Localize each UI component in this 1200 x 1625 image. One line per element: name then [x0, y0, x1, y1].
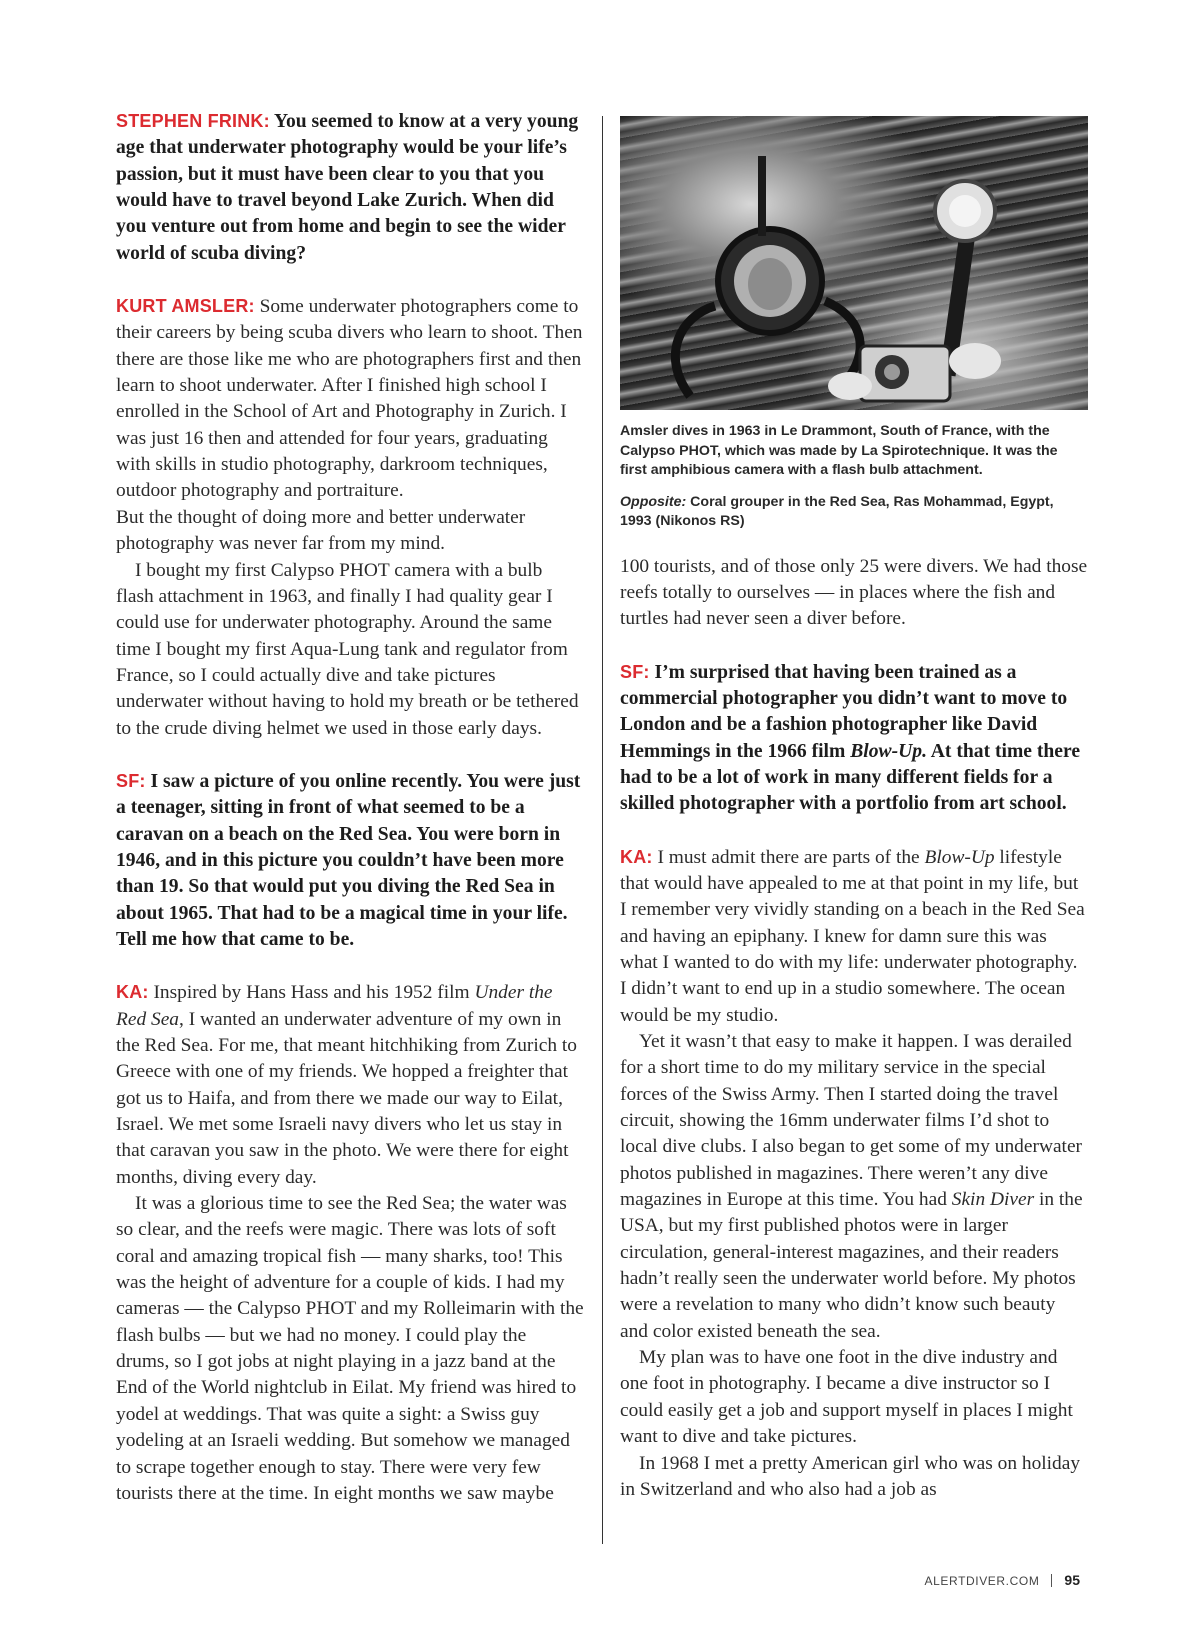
diver-illustration: [620, 116, 1088, 410]
answer-2-paragraph-1: KA: Inspired by Hans Hass and his 1952 film Under the Red Sea, I wanted an underwater adventure of my own in the Red Sea. For me, that meant hitchhiking from Zurich to Greece with one of my friends. We hopped a freighter that got us to Haifa, and from there we made our way to Eilat, Israel. We met some Israeli navy divers who let us stay in that caravan you saw in the photo. We were there for eight months, diving every day.: [116, 982, 577, 1188]
answer-2-continued: 100 tourists, and of those only 25 were divers. We had those reefs totally to ourselves — in places where the fish and turtles had never seen a diver before.: [620, 555, 1088, 630]
film-title: Blow-Up.: [850, 740, 927, 762]
answer-2-paragraph-2: It was a glorious time to see the Red Sea; the water was so clear, and the reefs were magic. There was lots of soft coral and amazing tropical fish — many sharks, too! This was the height of adventure for a couple of kids. I had my cameras — the Calypso PHOT and my Rolleimarin with the flash bulbs — but we had no money. I could play the drums, so I got jobs at night playing in a jazz band at the End of the World nightclub in Eilat. My friend was hired to yodel at weddings. That was quite a sight: a Swiss guy yodeling at an Israeli wedding. But somehow we managed to scrape together enough to stay. There were very few tourists there at the time. In eight months we saw maybe: [116, 1193, 584, 1504]
right-column: [620, 108, 1088, 1503]
footer-divider: [1051, 1574, 1052, 1587]
photo-caption: Amsler dives in 1963 in Le Drammont, South of France, with the Calypso PHOT, which was made by La Spirotechnique. It was the first amphibious camera with a flash bulb attachment.: [620, 423, 1058, 478]
speaker-label: SF:: [620, 661, 650, 682]
answer-1-paragraph-2: But the thought of doing more and better underwater photography was never far from my mind.: [116, 506, 526, 555]
speaker-label: KA:: [116, 982, 149, 1003]
diver-photo: [620, 116, 1088, 410]
site-name: ALERTDIVER.COM: [924, 1574, 1040, 1588]
speaker-label: SF:: [116, 770, 146, 791]
film-title: Blow-Up: [924, 846, 995, 868]
page-number: 95: [1064, 1572, 1080, 1588]
answer-3-paragraph-1: KA: I must admit there are parts of the Blow-Up lifestyle that would have appealed to me at that point in my life, but I remember very vividly standing on a beach in the Red Sea and having an epiphany. I knew for damn sure this was what I wanted to do with my life: underwater photography. I didn’t want to end up in a studio somewhere. The ocean would be my studio.: [620, 846, 1085, 1026]
film-title: Under the Red Sea: [116, 982, 553, 1030]
answer-1-paragraph-1: KURT AMSLER: Some underwater photographers come to their careers by being scuba divers who learn to shoot. Then there are those like me who are photographers first and then learn to shoot underwater. After I finished high school I enrolled in the School of Art and Photography in Zurich. I was just 16 then and attended for four years, graduating with skills in studio photography, darkroom techniques, outdoor photography and portraiture.: [116, 296, 583, 502]
opposite-caption: Opposite: Coral grouper in the Red Sea, Ras Mohammad, Egypt, 1993 (Nikonos RS): [620, 493, 1054, 529]
answer-3-paragraph-4: In 1968 I met a pretty American girl who was on holiday in Switzerland and who also had a job as: [620, 1452, 1081, 1500]
question-3: SF: I’m surprised that having been trained as a commercial photographer you didn’t want to move to London and be a fashion photographer like David Hemmings in the 1966 film Blow-Up. At that time there had to be a lot of work in many different fields for a skilled photographer with a portfolio from art school.: [620, 661, 1081, 815]
answer-3-paragraph-3: My plan was to have one foot in the dive industry and one foot in photography. I became a dive instructor so I could easily get a job and support myself in places I might want to dive and take pictures.: [620, 1347, 1073, 1448]
speaker-label: KA:: [620, 846, 653, 867]
answer-1-paragraph-3: I bought my first Calypso PHOT camera with a bulb flash attachment in 1963, and finally I had quality gear I could use for underwater photography. Around the same time I bought my first Aqua-Lung tank and regulator from France, so I could actually dive and take pictures underwater without having to hold my breath or be tethered to the crude diving helmet we used in those early days.: [116, 559, 579, 739]
question-2: SF: I saw a picture of you online recently. You were just a teenager, sitting in front of what seemed to be a caravan on a beach on the Red Sea. You were born in 1946, and in this picture you couldn’t have been more than 19. So that would put you diving the Red Sea in about 1965. That had to be a magical time in your life. Tell me how that came to be.: [116, 770, 581, 950]
magazine-title: Skin Diver: [951, 1189, 1035, 1211]
left-column: [116, 108, 584, 1507]
page-footer: [925, 1572, 1080, 1588]
question-1: STEPHEN FRINK: You seemed to know at a very young age that underwater photography would be your life’s passion, but it must have been clear to you that you would have to travel beyond Lake Zurich. When did you venture out from home and begin to see the wider world of scuba diving?: [116, 111, 579, 264]
speaker-label: STEPHEN FRINK:: [116, 111, 270, 131]
column-divider: [602, 116, 603, 1544]
speaker-label: KURT AMSLER:: [116, 296, 255, 317]
answer-3-paragraph-2: Yet it wasn’t that easy to make it happen. I was derailed for a short time to do my military service in the special forces of the Swiss Army. Then I started doing the travel circuit, showing the 16mm underwater films I’d shot to local dive clubs. I also began to get some of my underwater photos published in magazines. There weren’t any dive magazines in Europe at this time. You had Skin Diver in the USA, but my first published photos were in larger circulation, general-interest magazines, and their readers hadn’t really seen the underwater world before. My photos were a revelation to many who didn’t know such beauty and color existed beneath the sea.: [620, 1031, 1083, 1342]
